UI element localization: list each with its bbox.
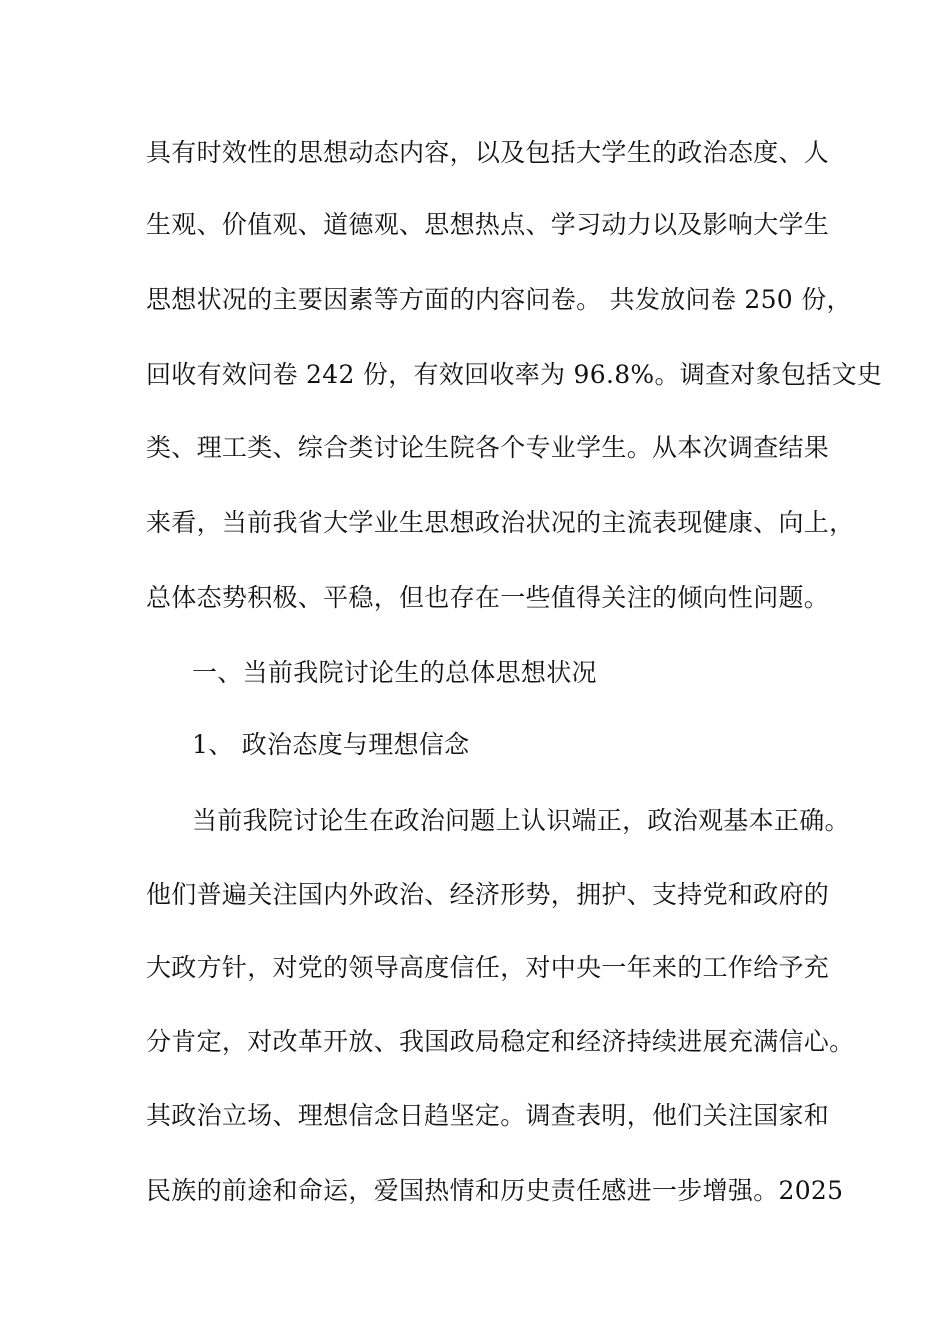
paragraph-line: 他们普遍关注国内外政治、经济形势，拥护、支持党和政府的 <box>146 880 830 909</box>
paragraph-line: 大政方针，对党的领导高度信任，对中央一年来的工作给予充 <box>146 953 830 982</box>
paragraph-line: 回收有效问卷 242 份，有效回收率为 96.8%。调查对象包括文史 <box>146 360 883 389</box>
subsection-heading: 1、 政治态度与理想信念 <box>192 730 470 759</box>
paragraph-line: 当前我院讨论生在政治问题上认识端正，政治观基本正确。 <box>192 806 850 835</box>
paragraph-line: 总体态势积极、平稳，但也存在一些值得关注的倾向性问题。 <box>146 583 830 612</box>
paragraph-line: 类、理工类、综合类讨论生院各个专业学生。从本次调查结果 <box>146 433 830 462</box>
paragraph-line: 具有时效性的思想动态内容，以及包括大学生的政治态度、人 <box>146 138 830 167</box>
paragraph-line: 其政治立场、理想信念日趋坚定。调查表明，他们关注国家和 <box>146 1101 830 1130</box>
paragraph-line: 思想状况的主要因素等方面的内容问卷。 共发放问卷 250 份， <box>146 285 852 314</box>
section-heading: 一、当前我院讨论生的总体思想状况 <box>192 658 597 687</box>
paragraph-line: 分肯定，对改革开放、我国政局稳定和经济持续进展充满信心。 <box>146 1027 855 1056</box>
paragraph-line: 民族的前途和命运，爱国热情和历史责任感进一步增强。2025 <box>146 1176 844 1205</box>
paragraph-line: 生观、价值观、道德观、思想热点、学习动力以及影响大学生 <box>146 210 830 239</box>
paragraph-line: 来看，当前我省大学业生思想政治状况的主流表现健康、向上， <box>146 508 855 537</box>
